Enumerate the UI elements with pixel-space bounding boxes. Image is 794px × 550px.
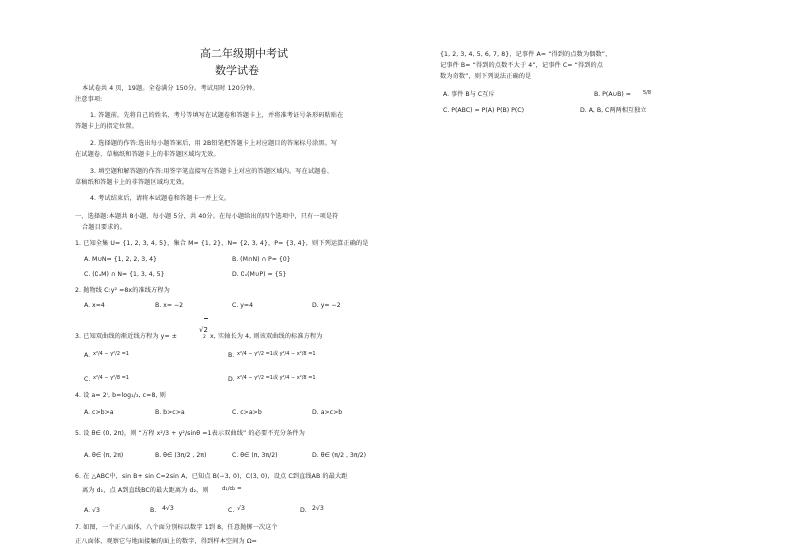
section-heading: 一、选择题:本题共 8小题，每小题 5分，共 40分。在每小题给出的四个选项中，只有一项是符 [75,213,339,220]
q6-option-a: A. √3 [84,507,100,514]
q3-option-b-eq: x²/4 − y²/2 =1或 y²/4 − x²/8 =1 [237,351,316,357]
q3-stem: 3. 已知双曲线的渐近线方程为 y= ± [75,333,178,340]
q4-option-c: C. c>a>b [232,409,262,416]
notice-2b: 在试题卷、草稿纸和答题卡上的非答题区域均无效。 [75,151,220,158]
q3-stem-tail: x, 实轴长为 4, 则该双曲线的标准方程为 [210,333,323,340]
q2-option-a: A. x=4 [84,302,105,309]
q3-fraction-bar [204,318,208,319]
q7-option-a: A. 事件 B与 C互斥 [443,91,495,98]
q2-option-d: D. y= −2 [312,302,341,309]
notice-3b: 草稿纸和答题卡上的非答题区域均无效。 [75,179,189,186]
q2-option-b: B. x= −2 [155,302,184,309]
q4-option-a: A. c>b>a [84,409,114,416]
q6-option-c-label: C. [228,507,235,514]
q2-option-c: C. y=4 [232,302,254,309]
notice-4: 4. 考试结束后，请将本试题卷和答题卡一并上交。 [90,195,231,202]
notice-1b: 答题卡上的指定位置。 [75,123,138,130]
q1-option-c: C. (∁ᵤM) ∩ N= {1, 3, 4, 5} [84,271,165,278]
q1-option-d: D. ∁ᵤ(M∪P) = {5} [232,271,287,278]
q3-option-c-eq: x²/4 − y²/8 =1 [93,375,129,381]
q3-option-b-label: B. [228,352,235,359]
q3-fraction-den: 2 [203,335,206,340]
q4-option-b: B. b>c>a [155,409,185,416]
q6-stem-cont: 离为 d₁，点 A到直线BC的最大距离为 d₂，则 [82,487,209,494]
q3-option-a-eq: x²/4 − y²/2 =1 [93,351,129,357]
notice-3a: 3. 填空题和解答题的作答:用签字笔直接写在答题卡上对应的答题区域内。写在试题卷、 [90,168,333,175]
q4-stem: 4. 设 a= 2ⁱ, b=log₁/₃, c=8, 则 [75,392,166,399]
q3-option-d-eq: x²/4 − y²/2 =1或 y²/4 − x²/8 =1 [237,375,316,381]
q6-option-d-val: 2√3 [312,505,324,512]
q7-option-b-label: B. P(A∪B) = [594,91,631,98]
q7-option-d: D. A, B, C两两相互独立 [580,107,647,114]
q1-option-b: B. (M∩N) ∩ P= {0} [232,256,291,263]
notice-heading: 注意事项: [75,96,103,103]
q2-stem: 2. 抛物线 C:y² =8x的准线方程为 [75,287,170,294]
q5-option-a: A. θ∈ (π, 2π) [84,452,124,459]
q3-fraction-num: √2 [199,326,208,334]
q6-option-b-val: 4√3 [162,505,174,512]
notice-1a: 1. 答题前，先将自己的姓名、考号等填写在试题卷和答题卡上，并将准考证号条形码粘贴在 [90,112,344,119]
q4-option-d: D. a>c>b [312,409,343,416]
q7-option-b-frac: 5/8 [643,90,652,96]
q6-stem: 6. 在 △ABC中，sin B+ sin C=2sin A，已知点 B(−3, 0)，C(3, 0)，设点 C到直线AB 的最大距 [75,473,348,480]
q3-option-c-label: C. [84,376,91,383]
q6-option-b-label: B. [150,507,157,514]
q7-stem: 7. 如图，一个正八面体，八个面分别标以数字 1到 8，任意抛掷一次这个 [75,524,278,531]
q1-option-a: A. M∪N= {1, 2, 2, 3, 4} [84,256,157,263]
q3-option-d-label: D. [228,376,235,383]
q7-option-c: C. P(ABC) = P(A) P(B) P(C) [443,107,525,114]
exam-title: 高二年级期中考试 [200,47,288,60]
section-heading-cont: 合题目要求的。 [82,224,127,231]
q7-stem-cont: 正八面体，观察它与地面接触的面上的数字，得到样本空间为 Ω= [75,538,257,545]
q6-option-c-val: √3 [237,505,245,512]
q1-stem: 1. 已知全集 U= {1, 2, 3, 4, 5}，集合 M= {1, 2}，N= {2, 3, 4}，P= {3, 4}，则下列运算正确的是 [75,240,369,247]
q6-ratio: d₁/d₂ = [222,486,242,492]
q3-option-a-label: A. [84,352,91,359]
q5-option-d: D. θ∈ (π/2 , 3π/2) [312,452,366,459]
right-line-2: 记事件 B= “得到的点数不大于 4”，记事件 C= “得到的点 [440,62,604,69]
q5-stem: 5. 设 θ∈ (0, 2π)，则 “方程 x²/3 + y²/sinθ =1表示双曲线” 的必要不充分条件为 [75,430,305,437]
notice-2a: 2. 选择题的作答:选出每小题答案后，用 2B铅笔把答题卡上对应题目的答案标号涂黑。写 [90,140,338,147]
q5-option-c: C. θ∈ (π, 3π/2) [232,452,278,459]
exam-subtitle: 数学试卷 [215,64,259,77]
q5-option-b: B. θ∈ (3π/2 , 2π) [155,452,207,459]
q6-option-d-label: D. [300,507,307,514]
right-line-1: {1, 2, 3, 4, 5, 6, 7, 8}，记事件 A= “得到的点数为偶数”， [440,51,612,58]
exam-info: 本试卷共 4 页，19题。全卷满分 150分。考试用时 120分钟。 [82,85,259,92]
right-line-3: 数为奇数”，则下列说法正确的是 [440,73,532,80]
